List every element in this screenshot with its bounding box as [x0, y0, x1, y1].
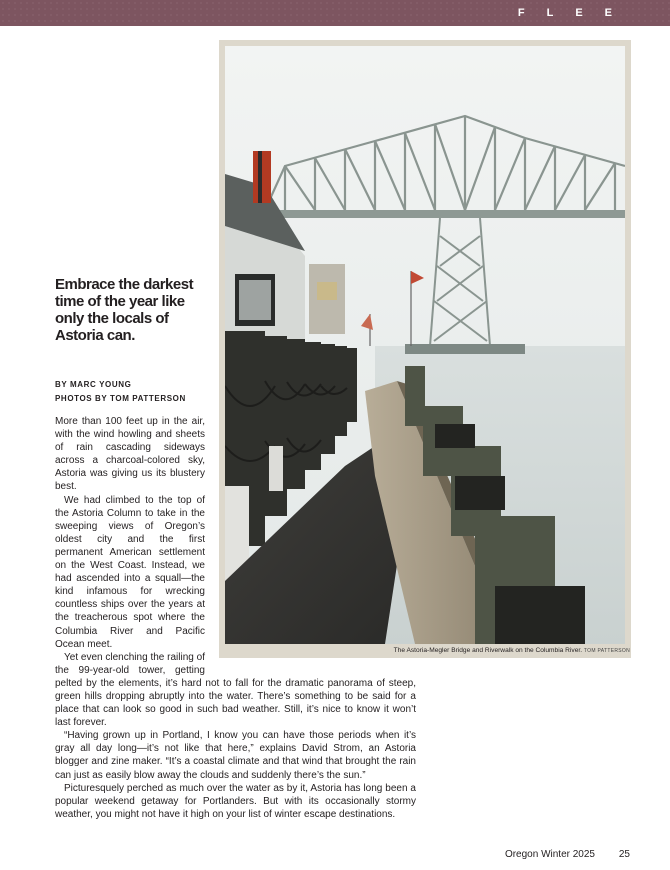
- body-paragraph-2: We had climbed to the top of the Astoria Column to take in the sweeping views of Oregon’s oldest city and the first permanent American settlement on the West Coast. Instead, we had ascended into a squall—the kind infamous for wrecking countless ships over the years at the treacherous spot where the Columbia River and Pacific Ocean meet.: [55, 494, 205, 650]
- page-number: 25: [618, 849, 630, 860]
- article-deck: Embrace the darkest time of the year like only the locals of Astoria can.: [55, 276, 194, 344]
- body-paragraph-3: Yet even clenching the railing of the 99-year-old tower, getting pelted by the elements, it’s hard not to fall for the dramatic panorama of steep, green hills dropping abruptly into the water. There’s something to be said for a place that can look so good in such bad weather. Still, it’s nice to know it won’t last forever.: [55, 651, 416, 729]
- byline: [55, 378, 215, 406]
- footer-issue: Oregon Winter 2025: [504, 849, 595, 860]
- body-paragraph-4: “Having grown up in Portland, I know you can have those periods when it’s gray all day long—it’s not like that here,” explains David Strom, an Astoria blogger and zine maker. “It’s a coastal climate and that wind that brought the rain can just as easily blow away the clouds and suddenly there’s the sun.”: [55, 730, 416, 781]
- byline-photos: PHOTOS BY TOM PATTERSON: [55, 394, 186, 403]
- section-label: FLEE: [517, 7, 634, 19]
- top-color-band: [0, 0, 670, 26]
- byline-author: BY MARC YOUNG: [55, 380, 132, 389]
- photo-caption-text: The Astoria-Megler Bridge and Riverwalk on the Columbia River.: [393, 647, 583, 654]
- body-paragraph-1: More than 100 feet up in the air, with the wind howling and sheets of rain cascading sideways across a charcoal-colored sky, Astoria was giving us its blustery best.: [55, 416, 205, 493]
- body-paragraph-5: Picturesquely perched as much over the water as by it, Astoria has long been a popular weekend getaway for Portlanders. But with its occasionally stormy weather, you might not have it high on your list of winter escape destinations.: [55, 782, 416, 820]
- photo-credit: TOM PATTERSON: [583, 648, 630, 654]
- article-body: [55, 415, 416, 821]
